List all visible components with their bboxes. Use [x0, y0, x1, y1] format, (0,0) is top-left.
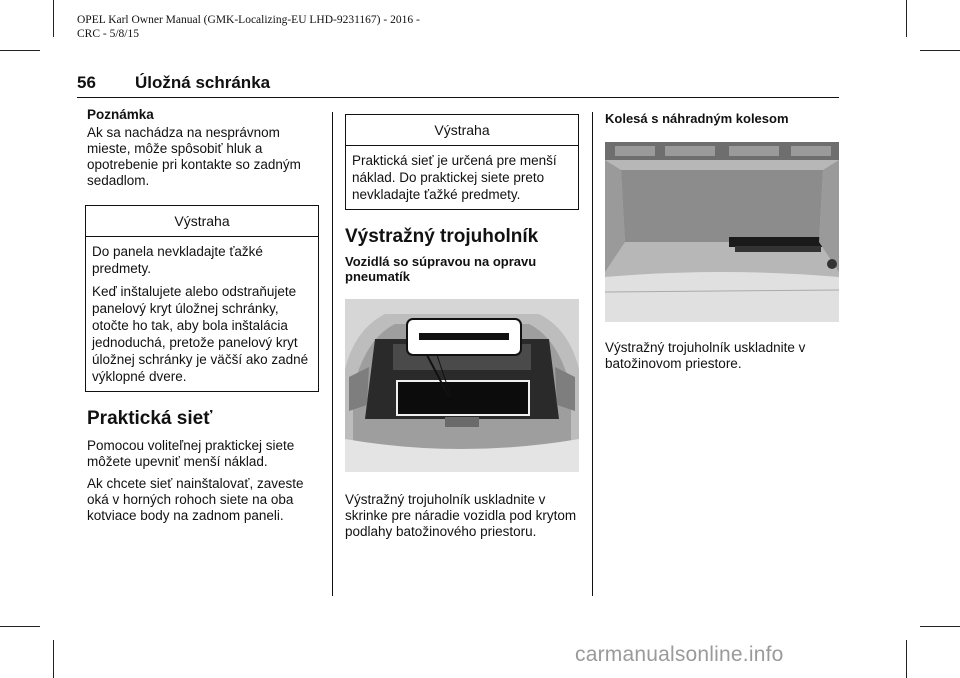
document-header: [77, 13, 420, 41]
warning-paragraph: Keď inštalujete alebo odstraňujete panelový kryt úložnej schránky, otočte ho tak, aby bola inštalácia jednoduchá, pretože panelový kryt úložnej schránky je väčší ako zadné výklopné dvere.: [92, 284, 309, 384]
crop-mark: [0, 50, 40, 51]
warning-paragraph: Do panela nevkladajte ťažké predmety.: [92, 244, 263, 276]
page-number: 56: [77, 73, 96, 92]
subheading: Vozidlá so súpravou na opravu pneumatík: [345, 254, 537, 284]
crop-mark: [920, 50, 960, 51]
warning-box: [85, 205, 319, 392]
note-title: Poznámka: [87, 107, 154, 122]
warning-title: Výstraha: [346, 115, 578, 146]
crop-mark: [53, 0, 54, 37]
warning-body: [346, 146, 578, 209]
illustration-caption: Výstražný trojuholník uskladnite v skrinke pre náradie vozidla pod krytom podlahy batožinového priestoru.: [345, 492, 577, 539]
spare-wheel-trunk-illustration: [605, 142, 839, 322]
trunk-tool-box-illustration: [345, 299, 579, 472]
subheading: Kolesá s náhradným kolesom: [605, 111, 789, 126]
crop-mark: [920, 626, 960, 627]
page-heading: [77, 73, 839, 98]
column-3: [605, 111, 839, 378]
crop-mark: [906, 0, 907, 37]
watermark: carmanualsonline.info: [575, 643, 784, 666]
illustration-caption: Výstražný trojuholník uskladnite v batožinovom priestore.: [605, 340, 806, 371]
column-1: [87, 107, 319, 530]
section-paragraph: Ak chcete sieť nainštalovať, zaveste oká v horných rohoch siete na oba kotviace body na zadnom paneli.: [87, 476, 304, 523]
column-divider: [592, 112, 593, 596]
section-paragraph: Pomocou voliteľnej praktickej siete môžete upevniť menší náklad.: [87, 438, 295, 469]
header-line-2: CRC - 5/8/15: [77, 28, 139, 40]
warning-body: [86, 237, 318, 391]
page-title: Úložná schránka: [135, 73, 271, 92]
section-title: Výstražný trojuholník: [345, 226, 539, 247]
warning-title: Výstraha: [86, 206, 318, 237]
header-line-1: OPEL Karl Owner Manual (GMK-Localizing-EU LHD-9231167) - 2016 -: [77, 14, 420, 26]
note-text: Ak sa nachádza na nesprávnom mieste, môže spôsobiť hluk a opotrebenie pri kontakte so zadným sedadlom.: [87, 125, 301, 188]
column-divider: [332, 112, 333, 596]
crop-mark: [0, 626, 40, 627]
warning-paragraph: Praktická sieť je určená pre menší náklad. Do praktickej siete preto nevkladajte ťažké predmety.: [352, 153, 557, 202]
crop-mark: [906, 640, 907, 678]
column-2: [345, 114, 579, 546]
crop-mark: [53, 640, 54, 678]
warning-box: [345, 114, 579, 210]
section-title: Praktická sieť: [87, 408, 213, 429]
